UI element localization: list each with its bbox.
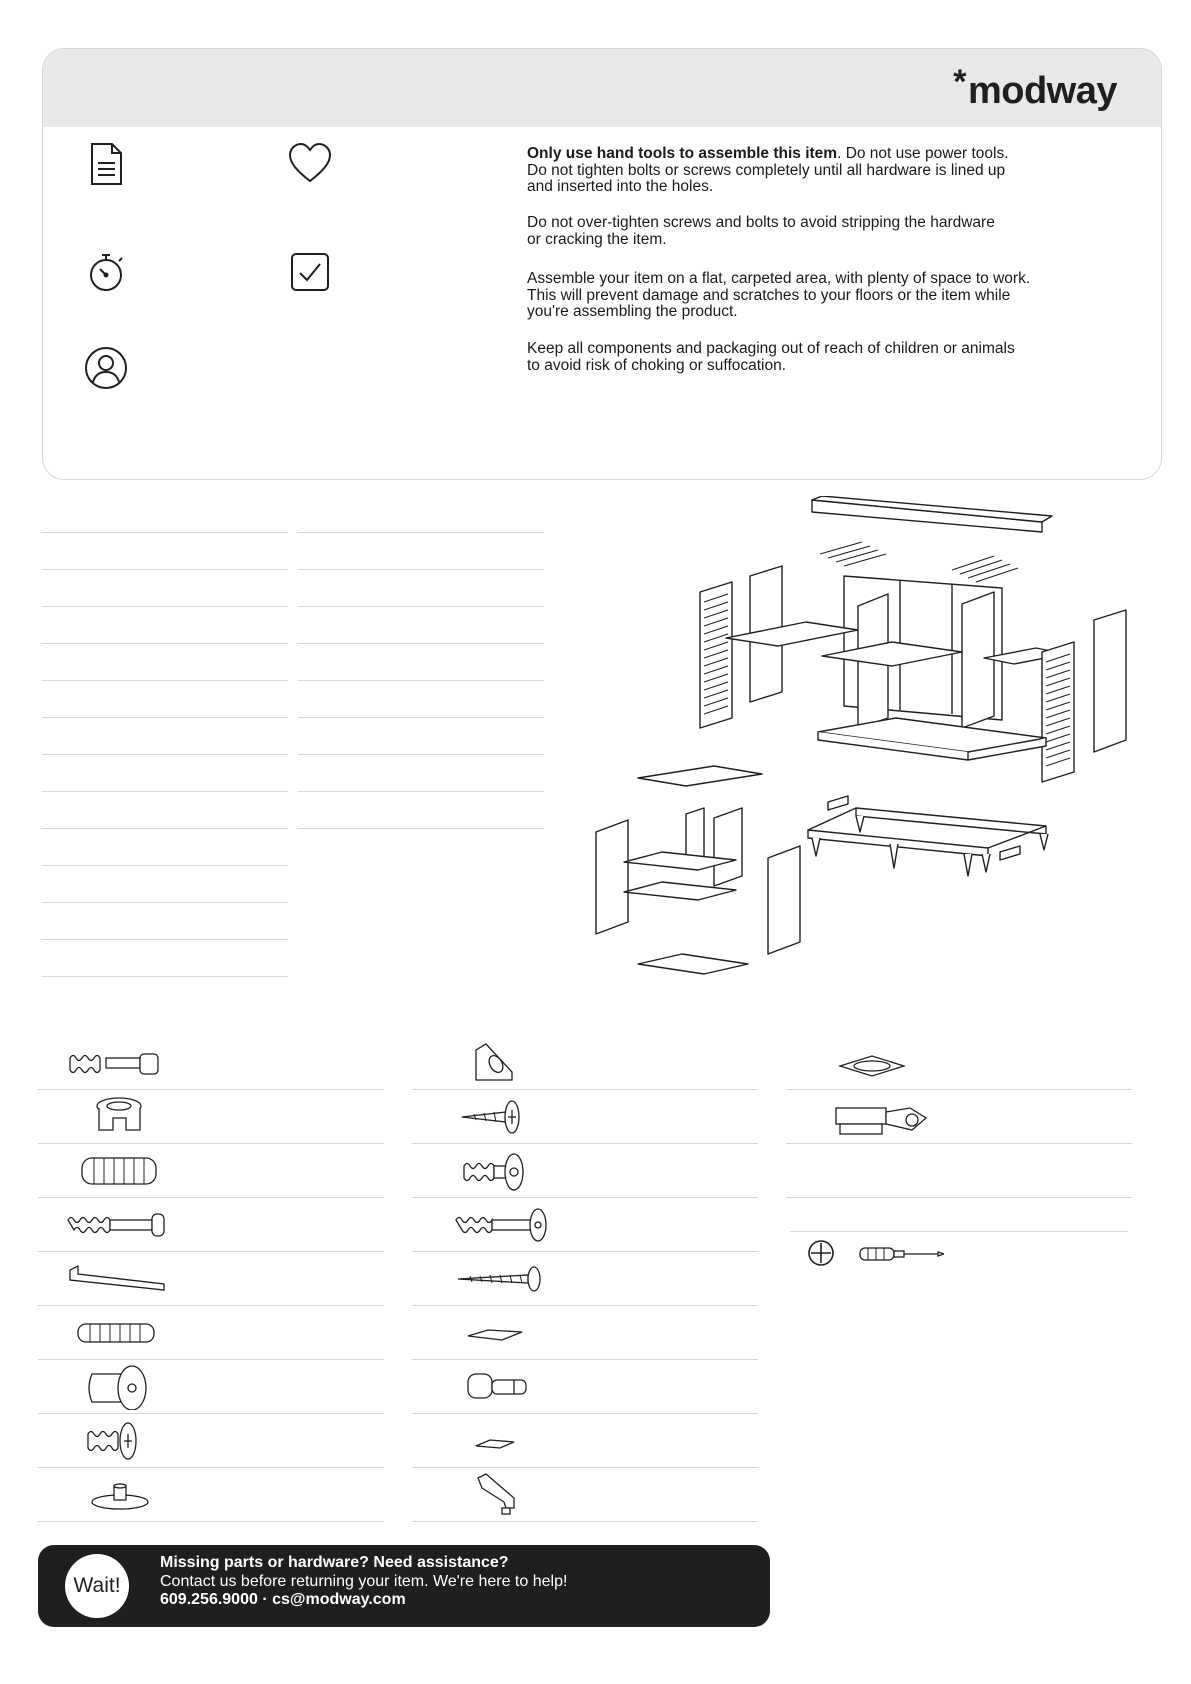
phillips-head-icon [806, 1238, 836, 1268]
tip-hand-tools-rest: . Do not use power tools. [837, 145, 1009, 162]
connector-bolt-icon [64, 1202, 174, 1248]
parts-rule [42, 939, 288, 940]
hardware-row [38, 1198, 384, 1252]
tip-carpeted-line2: This will prevent damage and scratches to your floors or the item while [527, 286, 1011, 304]
parts-rule [42, 828, 288, 829]
felt-pad-icon [452, 1310, 562, 1356]
checkbox-icon [287, 249, 333, 295]
hardware-row [38, 1306, 384, 1360]
hardware-row [412, 1252, 758, 1306]
cam-bolt-icon [64, 1040, 174, 1086]
tools-divider [790, 1231, 1128, 1232]
parts-rule [42, 791, 288, 792]
tip-children [527, 341, 1127, 374]
tip-carpeted-area [527, 271, 1127, 321]
exploded-assembly-diagram [566, 496, 1132, 996]
shelf-pin-icon [452, 1364, 562, 1410]
tip-overtighten-line2: or cracking the item. [527, 230, 667, 248]
parts-rule [42, 976, 288, 977]
corner-bracket-icon [452, 1040, 562, 1086]
short-screw-icon [64, 1418, 174, 1464]
parts-rule [298, 680, 544, 681]
long-wood-screw-icon [452, 1256, 562, 1302]
parts-rule [298, 791, 544, 792]
tip-hand-tools-bold: Only use hand tools to assemble this item [527, 145, 838, 162]
tip-carpeted-line1: Assemble your item on a flat, carpeted area, with plenty of space to work. [527, 270, 1031, 287]
hardware-row [38, 1144, 384, 1198]
hardware-row [38, 1036, 384, 1090]
parts-rule [298, 569, 544, 570]
small-dowel-icon [64, 1310, 174, 1356]
hardware-row [412, 1414, 758, 1468]
hardware-row [38, 1252, 384, 1306]
brand-name: modway [967, 70, 1117, 112]
document-icon [83, 141, 129, 187]
hardware-row [786, 1090, 1132, 1144]
hardware-row [786, 1036, 1132, 1090]
hardware-row [786, 1144, 1132, 1198]
help-text [160, 1554, 567, 1610]
hardware-row [412, 1468, 758, 1522]
tip-children-line1: Keep all components and packaging out of reach of children or animals [527, 340, 1015, 357]
medium-screw-icon [452, 1148, 562, 1194]
parts-rule [42, 643, 288, 644]
hardware-row [38, 1090, 384, 1144]
hardware-row [412, 1306, 758, 1360]
hardware-row [412, 1360, 758, 1414]
hardware-row [38, 1414, 384, 1468]
hardware-row [412, 1144, 758, 1198]
hardware-row [412, 1090, 758, 1144]
tip-hand-tools [527, 146, 1127, 196]
parts-rule [42, 680, 288, 681]
tip-overtighten-line1: Do not over-tighten screws and bolts to avoid stripping the hardware [527, 214, 995, 231]
brand-mark: * [953, 63, 966, 101]
parts-rule [42, 717, 288, 718]
wait-badge: Wait! [65, 1554, 129, 1618]
heart-icon [287, 141, 333, 187]
parts-rule [42, 865, 288, 866]
parts-rule [298, 532, 544, 533]
wood-dowel-icon [64, 1148, 174, 1194]
stopwatch-icon [83, 249, 129, 295]
help-banner [38, 1545, 770, 1627]
help-subline: Contact us before returning your item. We're here to help! [160, 1572, 568, 1590]
long-bolt-icon [452, 1202, 562, 1248]
allen-key-icon [64, 1256, 174, 1302]
brand-logo [953, 63, 1117, 113]
parts-rule [298, 643, 544, 644]
anti-tip-bracket-icon [452, 1472, 562, 1518]
parts-rule [42, 754, 288, 755]
parts-rule [42, 606, 288, 607]
parts-rule [298, 828, 544, 829]
safety-card [42, 48, 1162, 480]
parts-rule [298, 717, 544, 718]
help-contact[interactable]: 609.256.9000 · cs@modway.com [160, 1591, 406, 1608]
screwdriver-icon [858, 1242, 944, 1266]
lazy-susan-plate-icon [826, 1040, 936, 1086]
parts-rule [298, 754, 544, 755]
wood-screw-icon [452, 1094, 562, 1140]
tip-carpeted-line3: you're assembling the product. [527, 303, 738, 320]
header-band [43, 49, 1161, 127]
cam-lock-icon [64, 1094, 174, 1140]
hardware-row [38, 1360, 384, 1414]
hardware-row [38, 1468, 384, 1522]
parts-rule [42, 569, 288, 570]
person-icon [83, 345, 129, 391]
help-headline: Missing parts or hardware? Need assistance? [160, 1554, 509, 1571]
tip-hand-tools-line3: and inserted into the holes. [527, 178, 714, 195]
small-pad-icon [452, 1418, 562, 1464]
barrel-nut-icon [64, 1364, 174, 1410]
tip-overtighten [527, 215, 1127, 248]
cabinet-hinge-icon [826, 1094, 936, 1140]
hardware-row [412, 1198, 758, 1252]
tip-hand-tools-line2: Do not tighten bolts or screws completely until all hardware is lined up [527, 161, 1006, 179]
leveler-glide-icon [64, 1472, 174, 1518]
tip-children-line2: to avoid risk of choking or suffocation. [527, 356, 787, 374]
parts-rule [42, 532, 288, 533]
hardware-row [412, 1036, 758, 1090]
parts-rule [42, 902, 288, 903]
parts-rule [298, 606, 544, 607]
